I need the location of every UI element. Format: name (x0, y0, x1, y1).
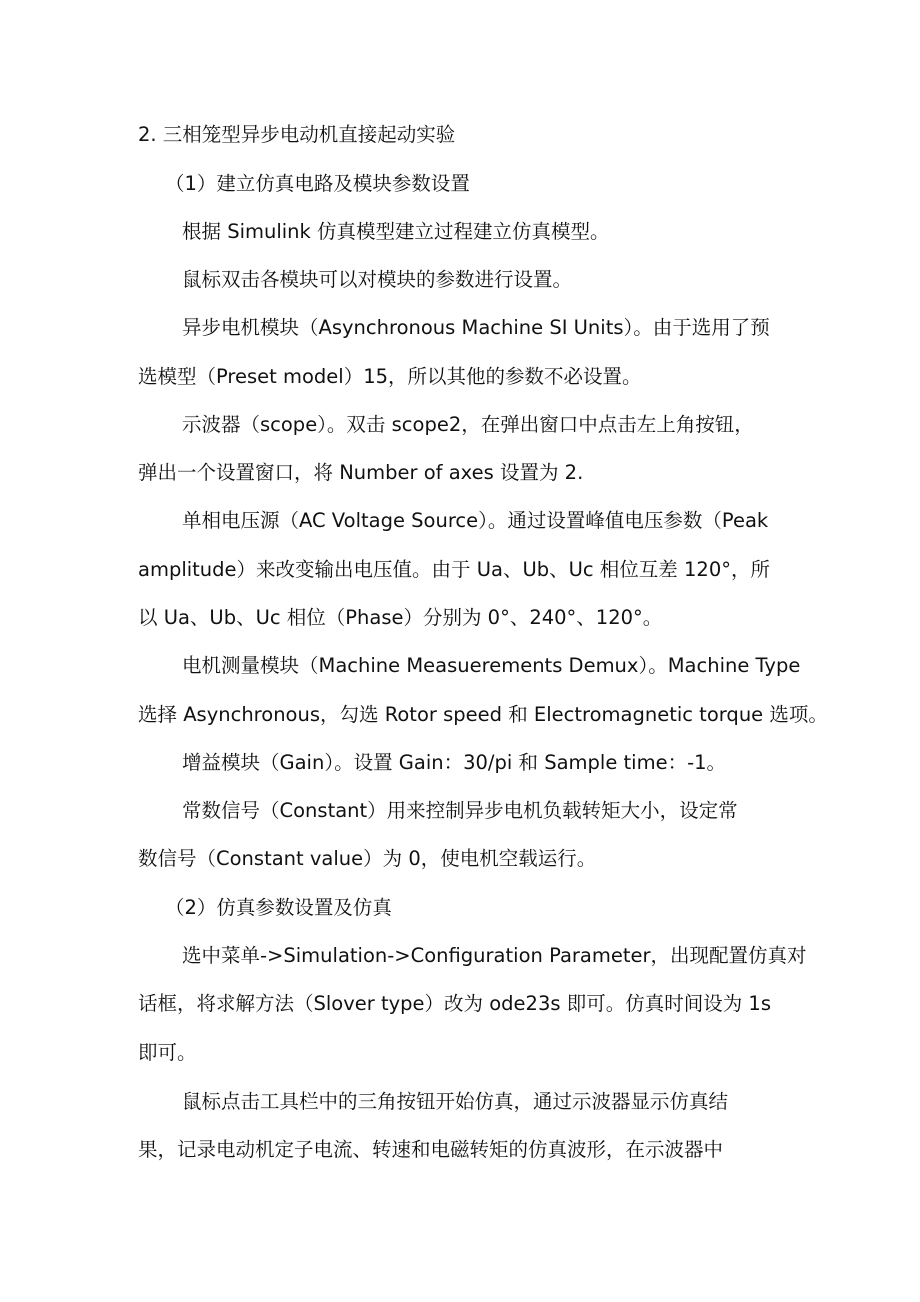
paragraph-line: 单相电压源（AC Voltage Source）。通过设置峰值电压参数（Peak (182, 509, 769, 532)
paragraph-line: amplitude）来改变输出电压值。由于 Ua、Ub、Uc 相位互差 120°，所 (138, 558, 770, 581)
paragraph-line: 话框，将求解方法（Slover type）改为 ode23s 即可。仿真时间设为 1s (138, 992, 771, 1015)
paragraph-line: 示波器（scope）。双击 scope2，在弹出窗口中点击左上角按钮， (182, 413, 754, 436)
paragraph-line: 选模型（Preset model）15，所以其他的参数不必设置。 (138, 365, 642, 388)
subsection-heading-2: （2）仿真参数设置及仿真 (165, 896, 392, 919)
paragraph-line: 以 Ua、Ub、Uc 相位（Phase）分别为 0°、240°、120°。 (138, 606, 663, 629)
section-heading: 2. 三相笼型异步电动机直接起动实验 (138, 123, 456, 146)
paragraph-line: 电机测量模块（Machine Measuerements Demux）。Machine Type (182, 654, 801, 677)
paragraph-line: 异步电机模块（Asynchronous Machine SI Units）。由于选用了预 (182, 316, 770, 339)
paragraph-line: 常数信号（Constant）用来控制异步电机负载转矩大小，设定常 (182, 799, 738, 822)
paragraph-line: 增益模块（Gain）。设置 Gain：30/pi 和 Sample time：-1。 (182, 751, 727, 774)
paragraph-line: 选中菜单->Simulation->Configuration Parameter，出现配置仿真对 (182, 944, 807, 967)
paragraph-line: 根据 Simulink 仿真模型建立过程建立仿真模型。 (182, 220, 610, 243)
paragraph-line: 弹出一个设置窗口，将 Number of axes 设置为 2. (138, 461, 584, 484)
paragraph-line: 选择 Asynchronous，勾选 Rotor speed 和 Electromagnetic torque 选项。 (138, 703, 828, 726)
paragraph-line: 即可。 (138, 1041, 197, 1064)
paragraph-line: 果，记录电动机定子电流、转速和电磁转矩的仿真波形，在示波器中 (138, 1138, 724, 1161)
paragraph-line: 数信号（Constant value）为 0，使电机空载运行。 (138, 847, 597, 870)
paragraph-line: 鼠标双击各模块可以对模块的参数进行设置。 (182, 268, 573, 291)
subsection-heading-1: （1）建立仿真电路及模块参数设置 (165, 172, 470, 195)
paragraph-line: 鼠标点击工具栏中的三角按钮开始仿真，通过示波器显示仿真结 (182, 1090, 729, 1113)
